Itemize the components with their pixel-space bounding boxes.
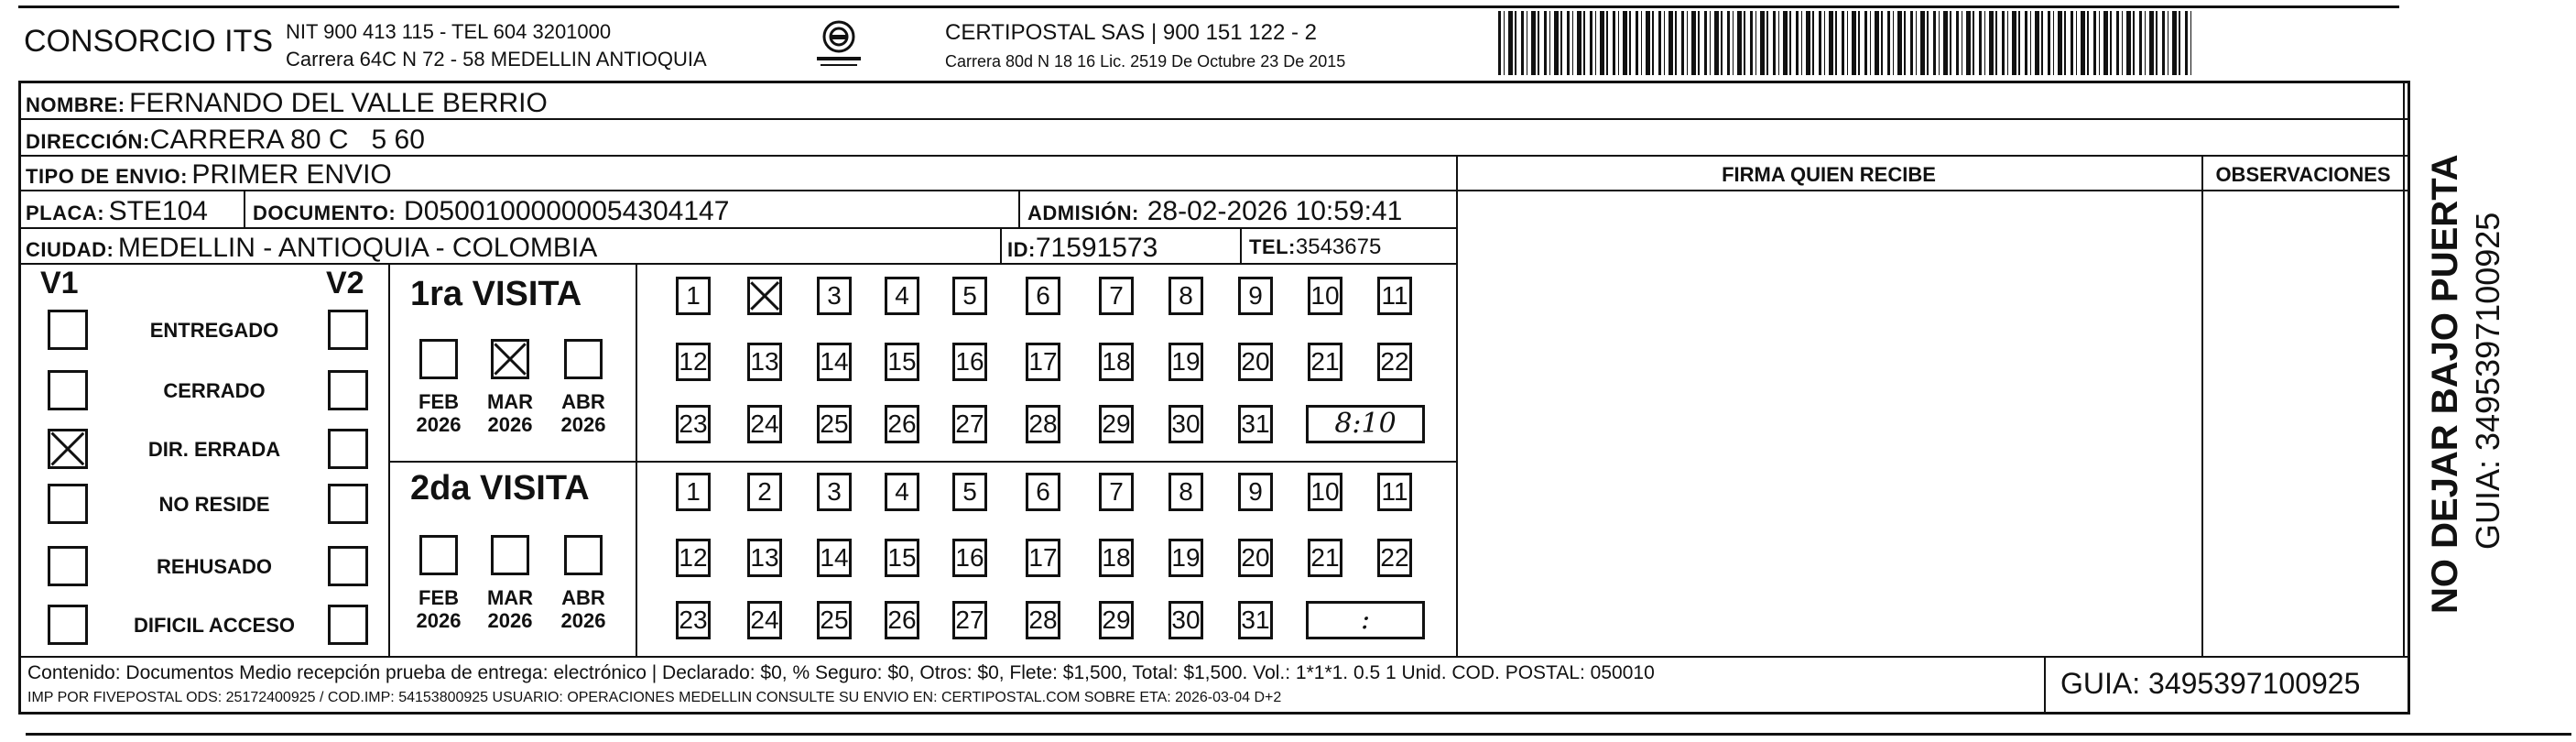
barcode [1498,11,2194,75]
first-visit-day-22[interactable]: 22 [1377,343,1412,381]
tel-value: 3543675 [1295,235,1382,259]
tipo-label: TIPO DE ENVIO: [26,165,188,188]
first-visit-day-14[interactable]: 14 [817,343,852,381]
second-visit-day-29[interactable]: 29 [1099,601,1134,639]
second-visit-day-7[interactable]: 7 [1099,473,1134,511]
logo-icon [811,18,866,75]
second-visit-month-feb-checkbox[interactable] [419,535,458,575]
first-visit-day-24[interactable]: 24 [747,405,782,443]
bottom-rule [26,733,2571,736]
first-visit-day-31[interactable]: 31 [1238,405,1273,443]
second-visit-day-27[interactable]: 27 [952,601,987,639]
v2-checkbox[interactable] [328,310,368,350]
first-visit-day-23[interactable]: 23 [676,405,711,443]
first-visit-day-2[interactable] [747,277,782,315]
v1-label: V1 [40,266,79,300]
status-label: NO RESIDE [158,493,270,516]
second-visit-day-26[interactable]: 26 [885,601,919,639]
company-name: CONSORCIO ITS [24,24,274,59]
first-visit-day-18[interactable]: 18 [1099,343,1134,381]
v1-checkbox[interactable] [48,429,88,469]
v1-checkbox[interactable] [48,310,88,350]
second-visit-day-18[interactable]: 18 [1099,539,1134,577]
v1-checkbox[interactable] [48,370,88,410]
v2-label: V2 [326,266,364,300]
second-visit-day-6[interactable]: 6 [1026,473,1060,511]
month-year: 2026 [487,609,533,633]
second-visit-day-12[interactable]: 12 [676,539,711,577]
month-year: 2026 [487,413,533,437]
col-divider-visit [636,263,637,656]
month-name: MAR [486,390,534,413]
carrier-line-1: CERTIPOSTAL SAS | 900 151 122 - 2 [945,20,1317,45]
second-visit-day-3[interactable]: 3 [817,473,852,511]
first-visit-day-11[interactable]: 11 [1377,277,1412,315]
month-year: 2026 [416,413,462,437]
first-visit-title: 1ra VISITA [410,275,582,313]
month-year: 2026 [416,609,462,633]
v2-checkbox[interactable] [328,605,368,645]
ciudad-label: CIUDAD: [26,238,114,261]
first-visit-month-label [551,390,615,437]
second-visit-day-30[interactable]: 30 [1168,601,1203,639]
tipo-value: PRIMER ENVIO [191,159,392,190]
first-visit-day-10[interactable]: 10 [1308,277,1342,315]
row-divider-2 [18,155,2410,157]
documento-label: DOCUMENTO: [253,202,397,224]
first-visit-day-25[interactable]: 25 [817,405,852,443]
first-visit-day-13[interactable]: 13 [747,343,782,381]
second-visit-title: 2da VISITA [410,469,590,507]
first-visit-day-7[interactable]: 7 [1099,277,1134,315]
visit-divider [388,461,1456,463]
second-visit-day-1[interactable]: 1 [676,473,711,511]
first-visit-day-27[interactable]: 27 [952,405,987,443]
first-visit-day-20[interactable]: 20 [1238,343,1273,381]
col-divider-tel [1240,227,1242,264]
admision-label: ADMISIÓN: [1027,202,1139,224]
first-visit-day-21[interactable]: 21 [1308,343,1342,381]
second-visit-day-13[interactable]: 13 [747,539,782,577]
first-visit-day-16[interactable]: 16 [952,343,987,381]
first-visit-day-15[interactable]: 15 [885,343,919,381]
carrier-line-2: Carrera 80d N 18 16 Lic. 2519 De Octubre 23 De 2015 [945,52,1346,71]
side-warning: NO DEJAR BAJO PUERTA [2425,154,2465,614]
direccion-value: CARRERA 80 C 5 60 [149,125,425,155]
ciudad-value: MEDELLIN - ANTIOQUIA - COLOMBIA [117,233,598,263]
month-year: 2026 [560,609,606,633]
first-visit-day-9[interactable]: 9 [1238,277,1273,315]
second-visit-day-16[interactable]: 16 [952,539,987,577]
month-name: ABR [561,390,605,413]
v1-checkbox[interactable] [48,484,88,524]
col-divider-placa [244,190,245,228]
second-visit-day-15[interactable]: 15 [885,539,919,577]
company-nit: NIT 900 413 115 - TEL 604 3201000 [286,20,612,43]
second-visit-day-25[interactable]: 25 [817,601,852,639]
v2-checkbox[interactable] [328,370,368,410]
id-label: ID: [1007,238,1036,261]
second-visit-day-23[interactable]: 23 [676,601,711,639]
status-label: REHUSADO [157,555,272,578]
first-visit-day-5[interactable]: 5 [952,277,987,315]
row-divider-footer [18,656,2410,658]
month-name: MAR [486,586,534,609]
col-divider-id [1000,227,1002,264]
footer-guia: GUIA: 3495397100925 [2060,667,2361,700]
id-value: 71591573 [1035,233,1158,263]
second-visit-day-10[interactable]: 10 [1308,473,1342,511]
status-label: ENTREGADO [149,319,279,342]
second-visit-day-20[interactable]: 20 [1238,539,1273,577]
first-visit-day-3[interactable]: 3 [817,277,852,315]
second-visit-day-24[interactable]: 24 [747,601,782,639]
company-address: Carrera 64C N 72 - 58 MEDELLIN ANTIOQUIA [286,48,707,71]
footer-imp: IMP POR FIVEPOSTAL ODS: 25172400925 / COD.IMP: 54153800925 USUARIO: OPERACIONES MEDELLIN CONSULTE SU ENVIO EN: CERTIPOSTAL.COM SOBRE ETA: 2026-03-04 D+2 [27,690,1282,705]
second-visit-month-label [407,586,471,633]
month-name: FEB [418,586,459,609]
nombre-label: NOMBRE: [26,93,125,116]
second-visit-time-box[interactable]: : [1306,601,1425,639]
first-visit-day-1[interactable]: 1 [676,277,711,315]
row-divider-3 [18,190,1456,191]
col-divider-admision [1018,190,1020,228]
nombre-value: FERNANDO DEL VALLE BERRIO [129,88,548,118]
second-visit-day-4[interactable]: 4 [885,473,919,511]
first-visit-day-12[interactable]: 12 [676,343,711,381]
admision-value: 28-02-2026 10:59:41 [1147,196,1403,226]
v1-checkbox[interactable] [48,546,88,586]
first-visit-day-4[interactable]: 4 [885,277,919,315]
v2-checkbox[interactable] [328,429,368,469]
second-visit-day-22[interactable]: 22 [1377,539,1412,577]
placa-label: PLACA: [26,202,105,224]
second-visit-day-2[interactable]: 2 [747,473,782,511]
second-visit-day-8[interactable]: 8 [1168,473,1203,511]
second-visit-day-19[interactable]: 19 [1168,539,1203,577]
second-visit-day-14[interactable]: 14 [817,539,852,577]
observaciones-header: OBSERVACIONES [2215,163,2391,186]
first-visit-time-box[interactable]: 8:10 [1306,405,1425,443]
documento-value: D05001000000054304147 [404,196,730,226]
placa-value: STE104 [108,196,208,226]
status-label: CERRADO [163,379,266,402]
col-divider-obs [2201,155,2203,656]
first-visit-day-29[interactable]: 29 [1099,405,1134,443]
first-visit-day-30[interactable]: 30 [1168,405,1203,443]
v2-checkbox[interactable] [328,484,368,524]
footer-content: Contenido: Documentos Medio recepción prueba de entrega: electrónico | Declarado: $0, % Seguro: $0, Otros: $0, Flete: $1,500, Total: $1,500. Vol.: 1*1*1. 0.5 1 Unid. COD. POSTAL: 050010 [27,662,1655,683]
col-divider-side [2403,81,2405,656]
month-name: FEB [418,390,459,413]
row-divider-1 [18,118,2410,120]
first-visit-day-28[interactable]: 28 [1026,405,1060,443]
v1-checkbox[interactable] [48,605,88,645]
tel-label: TEL: [1249,235,1296,258]
firma-header: FIRMA QUIEN RECIBE [1722,163,1936,186]
first-visit-day-26[interactable]: 26 [885,405,919,443]
second-visit-month-mar-checkbox[interactable] [491,535,529,575]
month-name: ABR [561,586,605,609]
v2-checkbox[interactable] [328,546,368,586]
month-year: 2026 [560,413,606,437]
second-visit-day-17[interactable]: 17 [1026,539,1060,577]
direccion-label: DIRECCIÓN: [26,130,150,153]
second-visit-day-21[interactable]: 21 [1308,539,1342,577]
row-divider-3b [1456,190,2410,191]
first-visit-month-label [478,390,542,437]
top-rule [18,5,2399,8]
first-visit-day-19[interactable]: 19 [1168,343,1203,381]
second-visit-month-abr-checkbox[interactable] [564,535,603,575]
first-visit-month-mar-checkbox[interactable] [491,339,529,379]
second-visit-month-label [478,586,542,633]
first-visit-month-label [407,390,471,437]
second-visit-day-11[interactable]: 11 [1377,473,1412,511]
certipostal-logo [811,18,866,75]
second-visit-day-9[interactable]: 9 [1238,473,1273,511]
second-visit-day-31[interactable]: 31 [1238,601,1273,639]
first-visit-day-17[interactable]: 17 [1026,343,1060,381]
status-label: DIR. ERRADA [147,438,281,461]
second-visit-month-label [551,586,615,633]
status-label: DIFICIL ACCESO [133,614,295,637]
first-visit-day-8[interactable]: 8 [1168,277,1203,315]
first-visit-month-abr-checkbox[interactable] [564,339,603,379]
first-visit-day-6[interactable]: 6 [1026,277,1060,315]
side-guia: GUIA: 3495397100925 [2469,212,2506,550]
first-visit-month-feb-checkbox[interactable] [419,339,458,379]
col-divider-guia [2044,656,2046,715]
second-visit-day-5[interactable]: 5 [952,473,987,511]
second-visit-day-28[interactable]: 28 [1026,601,1060,639]
col-divider-firma [1456,155,1458,656]
col-divider-status [388,263,390,656]
